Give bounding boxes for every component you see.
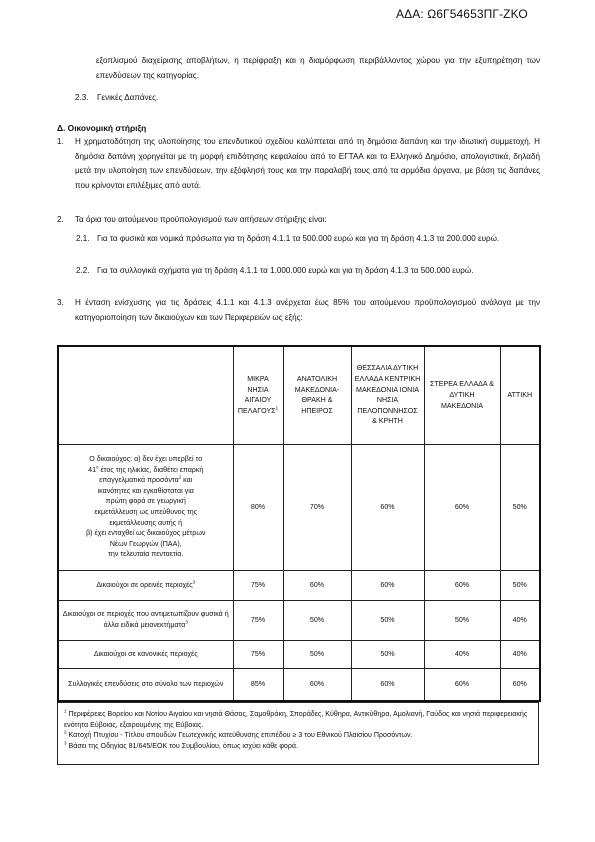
footnote-2: $^2$ Κατοχή Πτυχίου - Τίτλου σπουδών Γεωτεχνικής κατεύθυνσης επιπέδου ≥ 3 του Εθνικού Πλαισίου Προσόντων. — [64, 729, 413, 740]
row-label-young-farmers: Ο δικαιούχος: α) δεν έχει υπερβεί το $41^o$ έτος της ηλικίας, διαθέτει επαρκή επαγγελματικά προσόντα$^2$ και ικανότητες και εγκαθίσταται για πρώτη φορά σε γεωργική εκμετάλλευση ως υπεύθυνος της εκμετάλλευσης αυτής ή β) έχει ενταχθεί ως δικαιούχος μέτρων Νέων Γεωργών (ΠΑΑ), την τελευταία πενταετία. — [58, 444, 233, 570]
table-row — [58, 668, 540, 701]
aid-intensity-table — [57, 345, 541, 702]
item-2-3-text: Γενικές Δαπάνες. — [97, 93, 159, 102]
table-cell: 50% — [351, 600, 424, 640]
table-header-east-macedonia-thrace-epirus: ΑΝΑΤΟΛΙΚΗ ΜΑΚΕΔΟΝΙΑ-ΘΡΑΚΗ & ΗΠΕΙΡΟΣ — [283, 346, 351, 444]
item-2-2 — [76, 264, 540, 294]
table-cell: 60% — [283, 570, 351, 600]
table-header-thessaly-group: ΘΕΣΣΑΛΙΑ ΔΥΤΙΚΗ ΕΛΛΑΔΑ ΚΕΝΤΡΙΚΗ ΜΑΚΕΔΟΝΙΑ ΙΟΝΙΑ ΝΗΣΙΑ ΠΕΛΟΠΟΝΝΗΣΟΣ & ΚΡΗΤΗ — [351, 346, 424, 444]
footnote-3: $^3$ Βάσει της Οδηγίας 81/645/ΕΟΚ του Συμβουλίου, όπως ισχύει κάθε φορά. — [64, 740, 298, 750]
row-label-disadvantaged-areas: Δικαιούχοι σε περιοχές που αντιμετωπίζουν φυσικά ή άλλα ειδικά μειονεκτήματα$^3$ — [58, 600, 233, 640]
table-cell: 60% — [351, 570, 424, 600]
table-cell: 40% — [500, 640, 540, 668]
item-2-2-text: Για τα συλλογικά σχήματα για τη δράση 4.1.1 τα 1.000.000 ευρώ και για τη δράση 4.1.3 τα 500.000 ευρώ. — [97, 266, 474, 275]
table-header-sterea-west-macedonia: ΣΤΕΡΕΑ ΕΛΛΑΔΑ & ΔΥΤΙΚΗ ΜΑΚΕΔΟΝΙΑ — [424, 346, 500, 444]
table-cell: 50% — [283, 600, 351, 640]
footnotes-box — [57, 702, 539, 765]
item-1 — [57, 135, 540, 209]
ada-code: ΑΔΑ: Ω6Γ54653ΠΓ-ΖΚΟ — [396, 7, 528, 21]
table-cell: 40% — [500, 600, 540, 640]
item-2 — [57, 213, 540, 228]
table-cell: 40% — [424, 640, 500, 668]
item-2-1 — [76, 232, 540, 262]
table-cell: 75% — [233, 570, 283, 600]
row-label-normal-areas: Δικαιούχοι σε κανονικές περιοχές — [58, 640, 233, 668]
continuation-paragraph: εξοπλισμού διαχείρισης αποβλήτων, η περίφραξη και η διαμόρφωση περιβάλλοντος χώρου για την εξυπηρέτηση των επενδύσεων της κατηγορίας. — [96, 56, 540, 80]
table-cell: 50% — [283, 640, 351, 668]
item-3-number: 3. — [57, 298, 64, 307]
table-cell: 60% — [283, 668, 351, 701]
table-cell: 60% — [424, 570, 500, 600]
item-2-1-text: Για τα φυσικά και νομικά πρόσωπα για τη δράση 4.1.1 τα 500.000 ευρώ και για τη δράση 4.1.3 τα 200.000 ευρώ. — [97, 234, 500, 243]
table-cell: 50% — [424, 600, 500, 640]
table-cell: 60% — [500, 668, 540, 701]
item-2-3-number: 2.3. — [75, 93, 89, 102]
table-cell: 70% — [283, 444, 351, 570]
table-cell: 60% — [424, 668, 500, 701]
table-cell: 50% — [500, 444, 540, 570]
table-header-empty — [58, 346, 233, 444]
item-2-text: Τα όρια του αιτούμενου προϋπολογισμού των αιτήσεων στήριξης είναι: — [75, 215, 327, 224]
row-label-mountain-areas: Δικαιούχοι σε ορεινές περιοχές$^3$ — [58, 570, 233, 600]
item-3 — [57, 296, 540, 326]
section-title: Δ. Οικονομική στήριξη — [57, 123, 147, 133]
table-cell: 60% — [424, 444, 500, 570]
table-row — [58, 640, 540, 668]
table-cell: 80% — [233, 444, 283, 570]
item-2-3 — [75, 91, 545, 106]
item-2-1-number: 2.1. — [76, 234, 90, 243]
table-row — [58, 570, 540, 600]
table-header-row — [58, 346, 540, 444]
table-cell: 50% — [351, 640, 424, 668]
table-header-small-aegean-islands: ΜΙΚΡΑ ΝΗΣΙΑ ΑΙΓΑΙΟΥ ΠΕΛΑΓΟΥΣ$^1$ — [233, 346, 283, 444]
item-1-number: 1. — [57, 137, 64, 146]
table-row — [58, 600, 540, 640]
row-label-collective-investments: Συλλογικές επενδύσεις στο σύνολο των περιοχών — [58, 668, 233, 701]
table-cell: 85% — [233, 668, 283, 701]
item-2-number: 2. — [57, 215, 64, 224]
table-row — [58, 444, 540, 570]
table-cell: 60% — [351, 668, 424, 701]
footnote-1: $^1$ Περιφέρειες Βορείου και Νοτίου Αιγαίου και νησιά Θάσος, Σαμοθράκη, Σποράδες, Κύθηρα, Αντικύθηρα, Αμολιανή, Γαύδος και νησιά περιφερειακής ενότητα Εύβοιας, εξαιρουμένης της Εύβοιας. — [64, 708, 528, 729]
table-header-attica: ΑΤΤΙΚΗ — [500, 346, 540, 444]
table-cell: 75% — [233, 640, 283, 668]
item-2-2-number: 2.2. — [76, 266, 90, 275]
table-cell: 50% — [500, 570, 540, 600]
item-3-text: Η ένταση ενίσχυσης για τις δράσεις 4.1.1 και 4.1.3 ανέρχεται έως 85% του αιτούμενου προϋπολογισμού ανάλογα με την κατηγοριοποίηση των δικαιούχων και των Περιφερειών ως εξής: — [75, 298, 540, 322]
table-cell: 60% — [351, 444, 424, 570]
item-1-text: Η χρηματοδότηση της υλοποίησης του επενδυτικού σχεδίου καλύπτεται από τη δημόσια δαπάνη και την ιδιωτική συμμετοχή. Η δημόσια δαπάνη χορηγείται με τη μορφή επιδότησης κεφαλαίου από το ΕΓΤΑΑ και το Ελληνικό Δημόσιο, απολογιστικά, δηλαδή μετά την υλοποίηση των επενδύσεων, την εξόφλησή τους και την παραλαβή τους από τα αρμόδια όργανα, με βάση τις δαπάνες που κρίνονται επιλέξιμες από αυτά. — [75, 137, 540, 190]
table-cell: 75% — [233, 600, 283, 640]
